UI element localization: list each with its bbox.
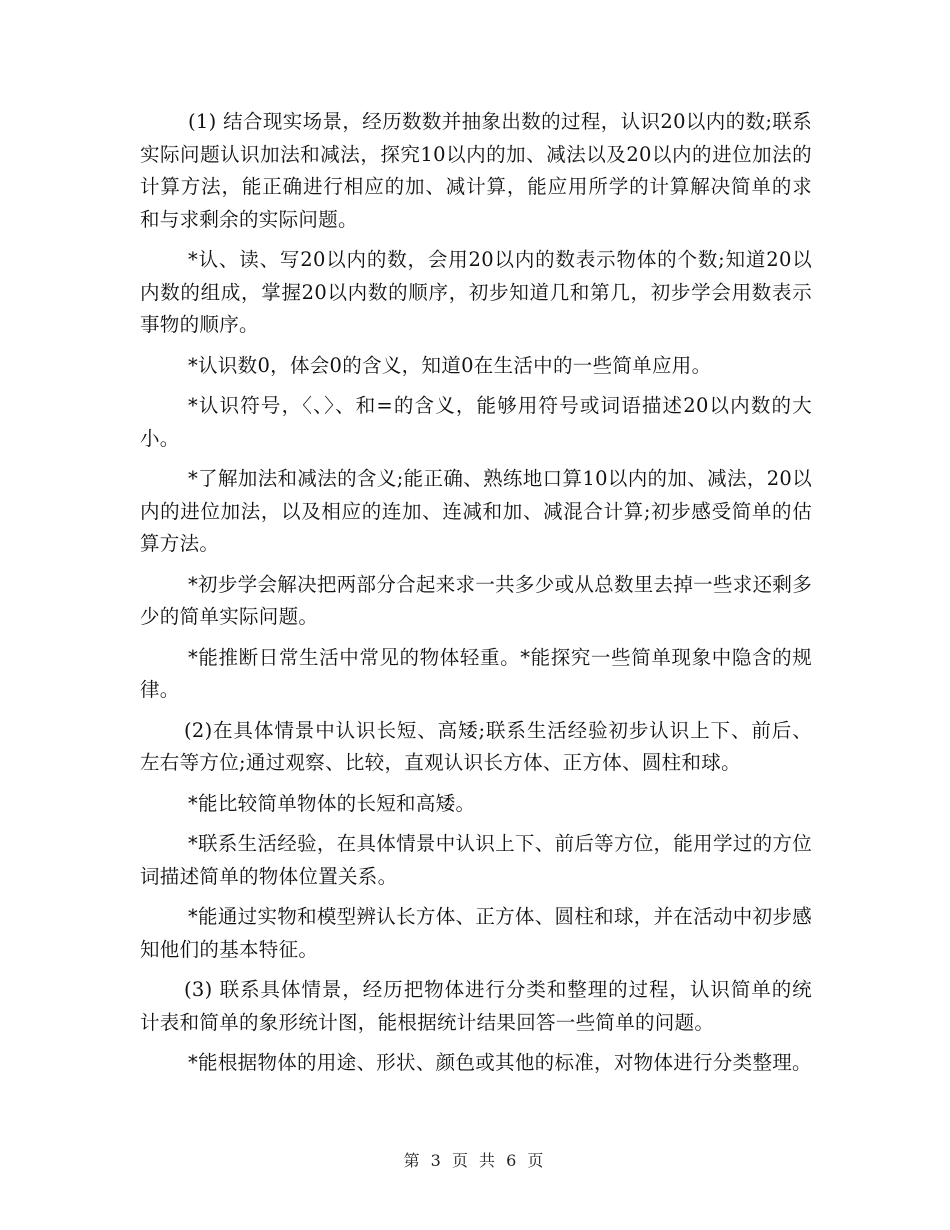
paragraph-6: *初步学会解决把两部分合起来求一共多少或从总数里去掉一些求还剩多少的简单实际问题。 — [140, 572, 812, 628]
paragraph-11: *能通过实物和模型辨认长方体、正方体、圆柱和球，并在活动中初步感知他们的基本特征。 — [140, 905, 812, 961]
paragraph-12: (3) 联系具体情景，经历把物体进行分类和整理的过程，认识简单的统计表和简单的象形统计图，能根据统计结果回答一些简单的问题。 — [140, 978, 812, 1034]
paragraph-7: *能推断日常生活中常见的物体轻重。*能探究一些简单现象中隐含的规律。 — [140, 645, 812, 701]
paragraph-4: *认识符号，〈、〉、和=的含义，能够用符号或词语描述20以内数的大小。 — [140, 394, 812, 450]
paragraph-8: (2)在具体情景中认识长短、高矮;联系生活经验初步认识上下、前后、左右等方位;通过观察、比较，直观认识长方体、正方体、圆柱和球。 — [140, 718, 812, 774]
paragraph-3: *认识数0，体会0的含义，知道0在生活中的一些简单应用。 — [188, 353, 712, 377]
paragraph-10: *联系生活经验，在具体情景中认识上下、前后等方位，能用学过的方位词描述简单的物体位置关系。 — [140, 832, 812, 888]
paragraph-1: (1) 结合现实场景，经历数数并抽象出数的过程，认识20以内的数;联系实际问题认识加法和减法，探究10以内的加、减法以及20以内的进位加法的计算方法，能正确进行相应的加、减计算，能应用所学的计算解决简单的求和与求剩余的实际问题。 — [140, 110, 812, 231]
paragraph-2: *认、读、写20以内的数，会用20以内的数表示物体的个数;知道20以内数的组成，掌握20以内数的顺序，初步知道几和第几，初步学会用数表示事物的顺序。 — [140, 248, 812, 336]
body-text — [140, 106, 812, 1088]
page-number-footer: 第 3 页 共 6 页 — [403, 1151, 547, 1170]
paragraph-9: *能比较简单物体的长短和高矮。 — [188, 791, 476, 815]
paragraph-5: *了解加法和减法的含义;能正确、熟练地口算10以内的加、减法，20以内的进位加法，以及相应的连加、连减和加、减混合计算;初步感受简单的估算方法。 — [140, 467, 812, 555]
paragraph-13: *能根据物体的用途、形状、颜色或其他的标准，对物体进行分类整理。 — [188, 1051, 812, 1074]
